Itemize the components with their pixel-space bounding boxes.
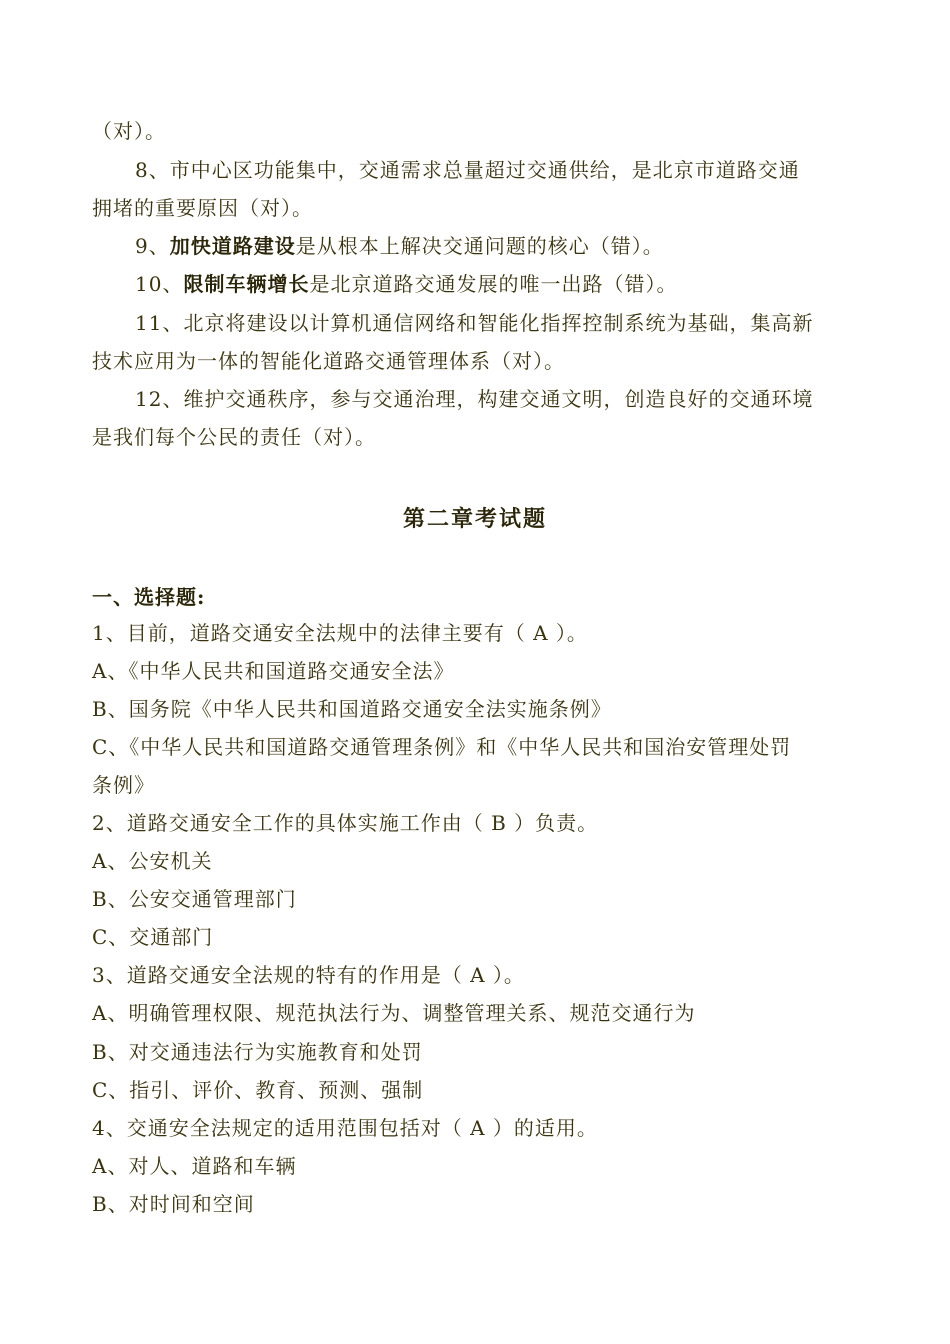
question-2-option-b: B、公安交通管理部门 [92,887,297,911]
question-2: 2、道路交通安全工作的具体实施工作由（ B ）负责。 [92,811,599,835]
item-10-rest: 是北京道路交通发展的唯一出路（错）。 [309,272,678,296]
question-1-option-b: B、国务院《中华人民共和国道路交通安全法实施条例》 [92,697,612,721]
question-3-option-b: B、对交通违法行为实施教育和处罚 [92,1040,423,1064]
item-9-rest: 是从根本上解决交通问题的核心（错）。 [295,234,664,258]
question-3-option-c: C、指引、评价、教育、预测、强制 [92,1078,424,1102]
question-2-option-a: A、公安机关 [92,849,213,873]
question-1: 1、目前，道路交通安全法规中的法律主要有（ A ）。 [92,621,588,645]
section-heading: 一、选择题: [92,585,206,609]
item-9 [135,233,862,259]
question-4-option-b: B、对时间和空间 [92,1192,255,1216]
item-12-line-1: 12、维护交通秩序，参与交通治理，构建交通文明，创造良好的交通环境 [135,387,814,411]
item-9-bold-phrase: 加快道路建设 [169,234,296,258]
chapter-title: 第二章考试题 [402,506,547,532]
item-10-bold-phrase: 限制车辆增长 [183,272,310,296]
question-4-option-a: A、对人、道路和车辆 [92,1154,297,1178]
item-12-line-2: 是我们每个公民的责任（对）。 [92,425,376,449]
item-11-line-2: 技术应用为一体的智能化道路交通管理体系（对）。 [92,349,565,373]
question-2-option-c: C、交通部门 [92,925,214,949]
item-10-number: 10、 [135,272,184,296]
item-9-number: 9、 [135,234,170,258]
question-1-option-c-line-2: 条例》 [92,773,155,797]
item-8-line-1: 8、市中心区功能集中，交通需求总量超过交通供给，是北京市道路交通 [135,158,800,182]
question-1-option-c-line-1: C、《中华人民共和国道路交通管理条例》和《中华人民共和国治安管理处罚 [92,735,792,759]
question-3: 3、道路交通安全法规的特有的作用是（ A ）。 [92,963,525,987]
question-4: 4、交通安全法规定的适用范围包括对（ A ）的适用。 [92,1116,598,1140]
question-3-option-a: A、明确管理权限、规范执法行为、调整管理关系、规范交通行为 [92,1001,696,1025]
item-11-line-1: 11、北京将建设以计算机通信网络和智能化指挥控制系统为基础，集高新 [135,311,814,335]
prev-item-continuation: （对）。 [92,119,166,143]
item-8-line-2: 拥堵的重要原因（对）。 [92,196,313,220]
item-10 [135,271,862,297]
question-1-option-a: A、《中华人民共和国道路交通安全法》 [92,659,455,683]
